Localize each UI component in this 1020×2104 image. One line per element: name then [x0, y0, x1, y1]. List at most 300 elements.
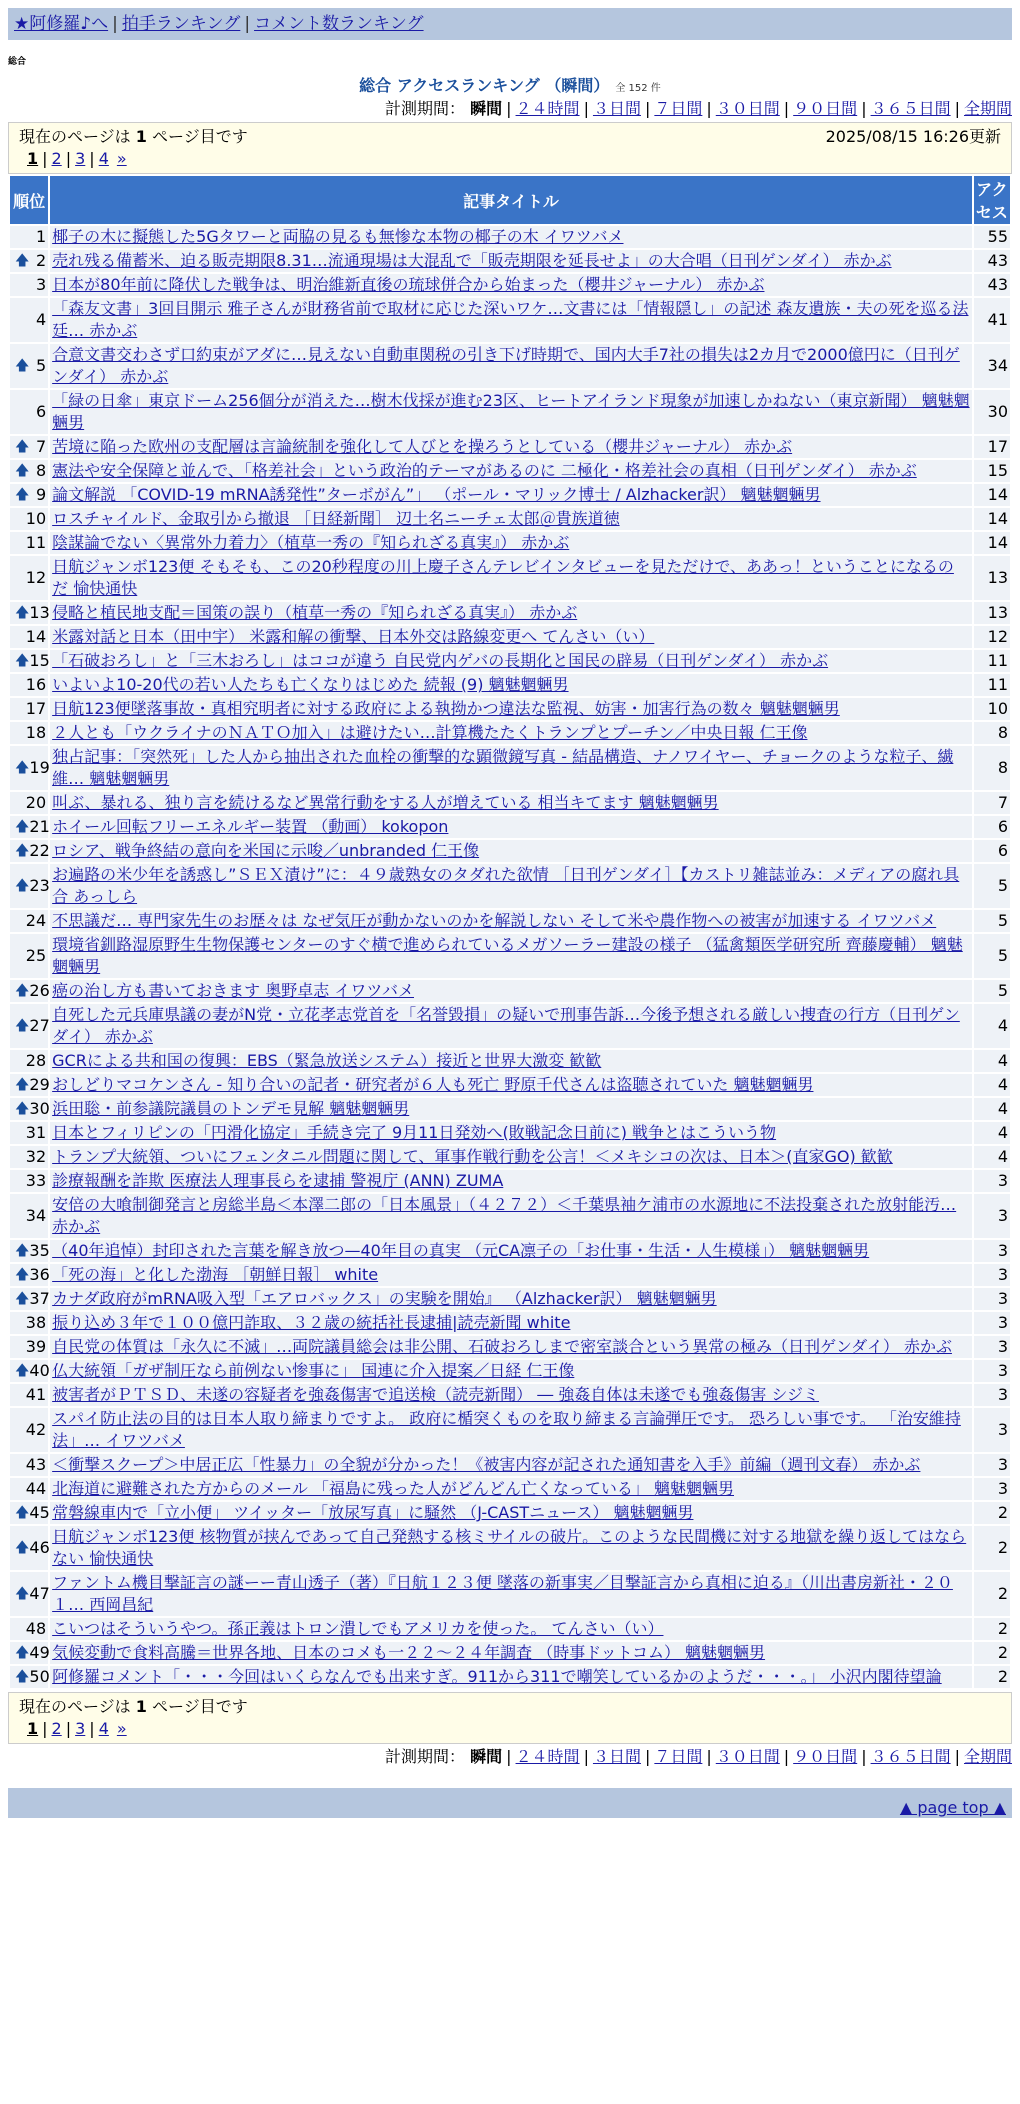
access-count: 3 [974, 1360, 1010, 1382]
access-count: 30 [974, 390, 1010, 434]
table-row [10, 1264, 1010, 1286]
period-link-90d[interactable]: ９０日間 [793, 1747, 858, 1766]
article-title-link[interactable]: トランプ大統領、ついにフェンタニル問題に関して、軍事作戦行動を公言！＜メキシコの次は、日本＞(直家GO) 歓歓 [52, 1147, 893, 1166]
table-row [10, 1502, 1010, 1524]
title-cell [50, 650, 972, 672]
rank-up-arrow-icon: 🡅 [15, 878, 30, 894]
rank-cell [10, 1454, 48, 1476]
rank-up-arrow-icon: 🡅 [15, 1243, 30, 1259]
table-row [10, 344, 1010, 388]
table-row [10, 1146, 1010, 1168]
title-cell [50, 1050, 972, 1072]
table-row [10, 1526, 1010, 1570]
access-count: 3 [974, 1170, 1010, 1192]
article-title-link[interactable]: 仏大統領「ガザ制圧なら前例ない惨事に」 国連に介入提案／日経 仁王像 [52, 1361, 575, 1380]
article-title-link[interactable]: 合意文書交わさず口約束がアダに…見えない自動車関税の引き下げ時期で、国内大手7社の損失は2カ月で2000億円に（日刊ゲンダイ） 赤かぶ [52, 345, 960, 386]
title-cell [50, 226, 972, 248]
rank-number: 50 [29, 1667, 50, 1686]
rank-cell [10, 1502, 48, 1524]
page-link-3[interactable]: 3 [75, 1719, 86, 1738]
total-count: 全 152 件 [615, 83, 661, 94]
applause-ranking-link[interactable]: 拍手ランキング [121, 14, 241, 34]
table-row [10, 460, 1010, 482]
rank-number: 9 [35, 485, 47, 504]
article-title-link[interactable]: ファントム機目撃証言の謎ーー青山透子（著）『日航１２３便 墜落の新事実／目撃証言から真相に迫る』（川出書房新社・２０１… 西岡昌紀 [52, 1573, 953, 1614]
period-link-all[interactable]: 全期間 [963, 1747, 1012, 1766]
rank-cell [10, 1004, 48, 1048]
rank-number: 35 [29, 1241, 50, 1260]
rank-cell [10, 1288, 48, 1310]
period-link-365d[interactable]: ３６５日間 [870, 99, 951, 118]
period-label: 計測期間： [385, 99, 466, 118]
title-cell [50, 532, 972, 554]
access-count: 3 [974, 1240, 1010, 1262]
access-count: 14 [974, 532, 1010, 554]
title-cell [50, 674, 972, 696]
rank-up-arrow-icon: 🡅 [15, 983, 30, 999]
rank-number: 37 [29, 1289, 50, 1308]
title-cell [50, 1122, 972, 1144]
article-title-link[interactable]: 振り込め３年で１００億円詐取、３２歳の統括社長逮捕|読売新聞 white [52, 1313, 571, 1332]
rank-number: 19 [29, 758, 50, 777]
rank-up-arrow-icon: 🡅 [15, 760, 30, 776]
access-count: 4 [974, 1122, 1010, 1144]
rank-cell [10, 1146, 48, 1168]
table-row [10, 816, 1010, 838]
pager-top [8, 122, 1012, 174]
article-title-link[interactable]: 自死した元兵庫県議の妻がN党・立花孝志党首を「名誉毀損」の疑いで刑事告訴…今後予想される厳しい捜査の行方（日刊ゲンダイ） 赤かぶ [52, 1005, 960, 1046]
rank-up-arrow-icon: 🡅 [15, 605, 30, 621]
nav-separator: | [112, 14, 118, 34]
table-row [10, 1408, 1010, 1452]
article-title-link[interactable]: ２人とも「ウクライナのＮＡＴＯ加入」は避けたい…計算機たたくトランプとプーチン／中央日報 仁王像 [52, 723, 808, 742]
rank-cell [10, 792, 48, 814]
rank-cell [10, 508, 48, 530]
top-nav-bar [8, 8, 1012, 40]
access-count: 10 [974, 698, 1010, 720]
page-link-2[interactable]: 2 [51, 1719, 62, 1738]
rank-number: 28 [25, 1051, 47, 1070]
page-top-link[interactable]: ▲ page top ▲ [899, 1798, 1006, 1817]
article-title-link[interactable]: 日本とフィリピンの「円滑化協定」手続き完了 9月11日発効へ(敗戦記念日前に) 戦争とはこういう物 [52, 1123, 777, 1142]
title-cell [50, 1618, 972, 1640]
rank-number: 10 [25, 509, 47, 528]
access-count: 5 [974, 864, 1010, 908]
access-count: 3 [974, 1264, 1010, 1286]
rank-number: 4 [35, 310, 47, 329]
access-count: 2 [974, 1572, 1010, 1616]
page-link-1[interactable]: 1 [27, 1719, 39, 1738]
article-title-link[interactable]: 独占記事：「突然死」した人から抽出された血栓の衝撃的な顕微鏡写真 - 結晶構造、ナノワイヤー、チョークのような粒子、繊維… 魑魅魍魎男 [52, 747, 954, 788]
title-cell [50, 274, 972, 296]
access-count: 4 [974, 1098, 1010, 1120]
article-title-link[interactable]: こいつはそういうやつ。孫正義はトロン潰しでもアメリカを使った。 てんさい（い） [52, 1619, 664, 1638]
article-title-link[interactable]: 憲法や安全保障と並んで、「格差社会」という政治的テーマがあるのに 二極化・格差社会の真相（日刊ゲンダイ） 赤かぶ [52, 461, 917, 480]
rank-cell [10, 1408, 48, 1452]
table-row [10, 980, 1010, 1002]
rank-cell [10, 226, 48, 248]
access-count: 12 [974, 626, 1010, 648]
rank-number: 32 [25, 1147, 47, 1166]
rank-cell [10, 1642, 48, 1664]
rank-up-arrow-icon: 🡅 [15, 1077, 30, 1093]
table-row [10, 1384, 1010, 1406]
title-cell [50, 508, 972, 530]
rank-up-arrow-icon: 🡅 [15, 1505, 30, 1521]
access-count: 3 [974, 1408, 1010, 1452]
table-row [10, 1098, 1010, 1120]
rank-cell [10, 1050, 48, 1072]
rank-cell [10, 274, 48, 296]
title-cell [50, 1074, 972, 1096]
article-title-link[interactable]: 論文解説 「COVID-19 mRNA誘発性”ターボがん”」 （ポール・マリック博士 / Alzhacker訳） 魑魅魍魎男 [52, 485, 821, 504]
article-title-link[interactable]: 浜田聡・前参議院議員のトンデモ見解 魑魅魍魎男 [52, 1099, 410, 1118]
rank-number: 11 [25, 533, 47, 552]
table-row [10, 1240, 1010, 1262]
article-title-link[interactable]: 安倍の大喰制御発言と房総半島＜本澤二郎の「日本風景」（４２７２）＜千葉県袖ケ浦市の水源地に不法投棄された放射能汚… 赤かぶ [52, 1195, 957, 1236]
header-rank: 順位 [10, 176, 48, 224]
table-row [10, 436, 1010, 458]
title-cell [50, 1478, 972, 1500]
rank-number: 8 [35, 461, 47, 480]
rank-number: 25 [25, 946, 47, 965]
rank-cell [10, 840, 48, 862]
table-row [10, 602, 1010, 624]
period-selector-bottom: 計測期間： 瞬間 | ２４時間 | ３日間 | ７日間 | ３０日間 | ９０日間 | ３６５日間 | 全期間 [385, 1747, 1012, 1766]
rank-number: 45 [29, 1503, 50, 1522]
rank-up-arrow-icon: 🡅 [15, 819, 30, 835]
rank-cell [10, 1526, 48, 1570]
table-row [10, 1336, 1010, 1358]
rank-cell [10, 698, 48, 720]
article-title-link[interactable]: ロスチャイルド、金取引から撤退 ［日経新聞］ 辺土名ニーチェ太郎＠貴族道徳 [52, 509, 620, 528]
ranking-table [8, 174, 1012, 1690]
rank-number: 22 [29, 841, 50, 860]
rank-cell [10, 1360, 48, 1382]
title-cell [50, 344, 972, 388]
article-title-link[interactable]: 自民党の体質は「永久に不滅」…両院議員総会は非公開、石破おろしまで密室談合という異常の極み（日刊ゲンダイ） 赤かぶ [52, 1337, 952, 1356]
rank-cell [10, 674, 48, 696]
access-count: 8 [974, 722, 1010, 744]
rank-cell [10, 722, 48, 744]
access-count: 3 [974, 1288, 1010, 1310]
title-cell [50, 746, 972, 790]
rank-number: 1 [35, 227, 47, 246]
access-count: 34 [974, 344, 1010, 388]
title-cell [50, 792, 972, 814]
title-cell [50, 460, 972, 482]
rank-number: 33 [25, 1171, 47, 1190]
rank-number: 42 [25, 1420, 47, 1439]
article-title-link[interactable]: ＜衝撃スクープ＞中居正広「性暴力」の全貌が分かった！《被害内容が記された通知書を入手》前編（週刊文春） 赤かぶ [52, 1455, 921, 1474]
title-cell [50, 1098, 972, 1120]
article-title-link[interactable]: 環境省釧路湿原野生生物保護センターのすぐ横で進められているメガソーラー建設の様子 （猛禽類医学研究所 齊藤慶輔） 魑魅魍魎男 [52, 935, 963, 976]
table-row [10, 1666, 1010, 1688]
table-row [10, 674, 1010, 696]
article-title-link[interactable]: 気候変動で食料高騰＝世界各地、日本のコメも一２２～２４年調査 （時事ドットコム） 魑魅魍魎男 [52, 1643, 766, 1662]
table-row [10, 1312, 1010, 1334]
title-cell [50, 1312, 972, 1334]
rank-number: 43 [25, 1455, 47, 1474]
title-cell [50, 390, 972, 434]
bottom-bar [8, 1788, 1012, 1818]
rank-up-arrow-icon: 🡅 [15, 439, 30, 455]
rank-number: 7 [35, 437, 47, 456]
article-title-link[interactable]: 日航ジャンボ123便 そもそも、この20秒程度の川上慶子さんテレビインタビューを見ただけで、ああっ！ということになるのだ 愉快通快 [52, 557, 954, 598]
title-cell [50, 1194, 972, 1238]
title-cell [50, 1264, 972, 1286]
title-cell [50, 626, 972, 648]
title-cell [50, 910, 972, 932]
title-cell [50, 556, 972, 600]
table-row [10, 1170, 1010, 1192]
rank-cell [10, 864, 48, 908]
article-title-link[interactable]: 阿修羅コメント「・・・今回はいくらなんでも出来すぎ。911から311で嘲笑しているかのようだ・・・。」 小沢内閣待望論 [52, 1667, 942, 1686]
period-link-3d[interactable]: ３日間 [592, 99, 641, 118]
title-cell [50, 934, 972, 978]
table-row [10, 250, 1010, 272]
article-title-link[interactable]: （40年追悼）封印された言葉を解き放つ—40年目の真実 （元CA凛子の「お仕事・生活・人生模様」） 魑魅魍魎男 [52, 1241, 870, 1260]
table-row [10, 698, 1010, 720]
period-link-24h[interactable]: ２４時間 [515, 1747, 580, 1766]
article-title-link[interactable]: 売れ残る備蓄米、迫る販売期限8.31…流通現場は大混乱で「販売期限を延長せよ」の大合唱（日刊ゲンダイ） 赤かぶ [52, 251, 892, 270]
access-count: 43 [974, 274, 1010, 296]
article-title-link[interactable]: 「森友文書」3回目開示 雅子さんが財務省前で取材に応じた深いワケ…文書には「情報隠し」の記述 森友遺族・夫の死を巡る法廷… 赤かぶ [52, 299, 969, 340]
period-link-24h[interactable]: ２４時間 [515, 99, 580, 118]
table-row [10, 226, 1010, 248]
rank-up-arrow-icon: 🡅 [15, 1363, 30, 1379]
rank-number: 23 [29, 876, 50, 895]
period-link-7d[interactable]: ７日間 [654, 1747, 703, 1766]
rank-cell [10, 484, 48, 506]
article-title-link[interactable]: 常磐線車内で「立小便」 ツイッター「放尿写真」に騒然 （J-CASTニュース） 魑魅魍魎男 [52, 1503, 694, 1522]
title-cell [50, 484, 972, 506]
rank-number: 3 [35, 275, 47, 294]
rank-cell [10, 460, 48, 482]
title-cell [50, 250, 972, 272]
table-row [10, 626, 1010, 648]
article-title-link[interactable]: 「緑の日傘」東京ドーム256個分が消えた…樹木伐採が進む23区、ヒートアイランド現象が加速しかねない（東京新聞） 魑魅魍魎男 [52, 391, 970, 432]
page-link-1[interactable]: 1 [27, 149, 39, 168]
updated-timestamp: 2025/08/15 16:26更新 [825, 127, 1001, 146]
rank-number: 34 [25, 1206, 47, 1225]
article-title-link[interactable]: 癌の治し方も書いておきます 奥野卓志 イワツバメ [52, 981, 414, 1000]
title-cell [50, 1526, 972, 1570]
table-row [10, 390, 1010, 434]
period-link-90d[interactable]: ９０日間 [793, 99, 858, 118]
article-title-link[interactable]: おしどりマコケンさん - 知り合いの記者・研究者が６人も死亡 野原千代さんは盗聴されていた 魑魅魍魎男 [52, 1075, 814, 1094]
access-count: 5 [974, 980, 1010, 1002]
page-link-3[interactable]: 3 [75, 149, 86, 168]
rank-cell [10, 1074, 48, 1096]
article-title-link[interactable]: 診療報酬を詐欺 医療法人理事長らを逮捕 警視庁 (ANN) ZUMA [52, 1171, 504, 1190]
pager-bottom [8, 1692, 1012, 1744]
article-title-link[interactable]: ロシア、戦争終結の意向を米国に示唆／unbranded 仁王像 [52, 841, 480, 860]
access-count: 5 [974, 910, 1010, 932]
period-link-30d[interactable]: ３０日間 [715, 1747, 780, 1766]
table-row [10, 484, 1010, 506]
access-count: 14 [974, 484, 1010, 506]
rank-number: 31 [25, 1123, 47, 1142]
rank-number: 13 [29, 603, 50, 622]
table-row [10, 1572, 1010, 1616]
rank-number: 24 [25, 911, 47, 930]
rank-up-arrow-icon: 🡅 [15, 843, 30, 859]
rank-number: 20 [25, 793, 47, 812]
rank-cell [10, 1618, 48, 1640]
access-count: 3 [974, 1336, 1010, 1358]
title-cell [50, 1336, 972, 1358]
rank-number: 6 [35, 402, 47, 421]
title-cell [50, 1384, 972, 1406]
period-link-30d[interactable]: ３０日間 [715, 99, 780, 118]
period-link-all[interactable]: 全期間 [963, 99, 1012, 118]
title-cell [50, 1288, 972, 1310]
access-count: 17 [974, 436, 1010, 458]
article-title-link[interactable]: 「死の海」と化した渤海 ［朝鮮日報］ white [52, 1265, 379, 1284]
article-title-link[interactable]: 米露対話と日本（田中宇） 米露和解の衝撃、日本外交は路線変更へ てんさい（い） [52, 627, 655, 646]
rank-up-arrow-icon: 🡅 [15, 487, 30, 503]
table-row [10, 1288, 1010, 1310]
period-link-7d[interactable]: ７日間 [654, 99, 703, 118]
period-link-365d[interactable]: ３６５日間 [870, 1747, 951, 1766]
table-row [10, 556, 1010, 600]
table-row [10, 792, 1010, 814]
rank-cell [10, 934, 48, 978]
rank-up-arrow-icon: 🡅 [15, 1645, 30, 1661]
article-title-link[interactable]: スパイ防止法の目的は日本人取り締まりですよ。 政府に楯突くものを取り締まる言論弾圧です。 恐ろしい事です。 「治安維持法」… イワツバメ [52, 1409, 961, 1450]
rank-number: 40 [29, 1361, 50, 1380]
rank-cell [10, 816, 48, 838]
rank-cell [10, 1098, 48, 1120]
section-label: 総合 [8, 57, 27, 67]
rank-up-arrow-icon: 🡅 [15, 463, 30, 479]
page-link-4[interactable]: 4 [98, 149, 109, 168]
article-title-link[interactable]: 苦境に陥った欧州の支配層は言論統制を強化して人びとを操ろうとしている（櫻井ジャーナル） 赤かぶ [52, 437, 793, 456]
article-title-link[interactable]: 被害者がＰＴＳＤ、未遂の容疑者を強姦傷害で追送検（読売新聞） ― 強姦自体は未遂でも強姦傷害 シジミ [52, 1385, 819, 1404]
access-count: 2 [974, 1618, 1010, 1640]
article-title-link[interactable]: 椰子の木に擬態した5Gタワーと両脇の見るも無惨な本物の椰子の木 イワツバメ [52, 227, 624, 246]
rank-cell [10, 1572, 48, 1616]
rank-up-arrow-icon: 🡅 [15, 1669, 30, 1685]
rank-number: 46 [29, 1538, 50, 1557]
page-title-text: 総合 アクセスランキング （瞬間） [359, 76, 610, 95]
access-count: 41 [974, 298, 1010, 342]
rank-cell [10, 1240, 48, 1262]
rank-cell [10, 626, 48, 648]
article-title-link[interactable]: 侵略と植民地支配＝国策の誤り（植草一秀の『知られざる真実』） 赤かぶ [52, 603, 578, 622]
rank-cell [10, 1122, 48, 1144]
rank-number: 49 [29, 1643, 50, 1662]
rank-cell [10, 390, 48, 434]
period-selector-top: 計測期間： 瞬間 | ２４時間 | ３日間 | ７日間 | ３０日間 | ９０日間 | ３６５日間 | 全期間 [385, 99, 1012, 118]
title-cell [50, 1642, 972, 1664]
table-row [10, 722, 1010, 744]
rank-cell [10, 1666, 48, 1688]
page-link-4[interactable]: 4 [98, 1719, 109, 1738]
rank-number: 15 [29, 651, 50, 670]
access-count: 7 [974, 792, 1010, 814]
title-cell [50, 1360, 972, 1382]
next-page-link[interactable]: » [116, 1719, 127, 1738]
access-count: 11 [974, 650, 1010, 672]
article-title-link[interactable]: GCRによる共和国の復興：EBS（緊急放送システム）接近と世界大激変 歓歓 [52, 1051, 602, 1070]
article-title-link[interactable]: カナダ政府がmRNA吸入型「エアロバックス」の実験を開始』 （Alzhacker訳） 魑魅魍魎男 [52, 1289, 717, 1308]
article-title-link[interactable]: ホイール回転フリーエネルギー装置 （動画） kokopon [52, 817, 449, 836]
rank-cell [10, 344, 48, 388]
header-title: 記事タイトル [50, 176, 972, 224]
article-title-link[interactable]: 「石破おろし」と「三木おろし」はココが違う 自民党内ゲバの長期化と国民の辟易（日刊ゲンダイ） 赤かぶ [52, 651, 829, 670]
comment-ranking-link[interactable]: コメント数ランキング [254, 14, 424, 34]
rank-cell [10, 650, 48, 672]
rank-cell [10, 1264, 48, 1286]
article-title-link[interactable]: いよいよ10-20代の若い人たちも亡くなりはじめた 続報 (9) 魑魅魍魎男 [52, 675, 569, 694]
access-count: 13 [974, 556, 1010, 600]
article-title-link[interactable]: 日航123便墜落事故・真相究明者に対する政府による執拗かつ違法な監視、妨害・加害行為の数々 魑魅魍魎男 [52, 699, 840, 718]
rank-number: 44 [25, 1479, 47, 1498]
next-page-link[interactable]: » [116, 149, 127, 168]
access-count: 8 [974, 746, 1010, 790]
access-count: 43 [974, 250, 1010, 272]
table-row [10, 1454, 1010, 1476]
article-title-link[interactable]: 叫ぶ、暴れる、独り言を続けるなど異常行動をする人が増えている 相当キてます 魑魅魍魎男 [52, 793, 719, 812]
access-count: 4 [974, 1050, 1010, 1072]
article-title-link[interactable]: 日航ジャンボ123便 核物質が挟んであって自己発熱する核ミサイルの破片。このような民間機に対する地獄を繰り返してはならない 愉快通快 [52, 1527, 967, 1568]
title-cell [50, 1146, 972, 1168]
title-cell [50, 864, 972, 908]
home-link[interactable]: ★阿修羅♪へ [14, 14, 109, 34]
table-row [10, 746, 1010, 790]
access-count: 4 [974, 1146, 1010, 1168]
rank-number: 17 [25, 699, 47, 718]
rank-cell [10, 436, 48, 458]
period-current: 瞬間 [470, 1747, 503, 1766]
page-link-2[interactable]: 2 [51, 149, 62, 168]
rank-cell [10, 556, 48, 600]
rank-number: 5 [35, 356, 47, 375]
table-row [10, 298, 1010, 342]
article-title-link[interactable]: 不思議だ… 専門家先生のお歴々は なぜ気圧が動かないのかを解説しない そして米や農作物への被害が加速する イワツバメ [52, 911, 937, 930]
rank-number: 39 [25, 1337, 47, 1356]
rank-up-arrow-icon: 🡅 [15, 1291, 30, 1307]
title-cell [50, 298, 972, 342]
rank-number: 12 [25, 568, 47, 587]
rank-number: 29 [29, 1075, 50, 1094]
access-count: 3 [974, 1384, 1010, 1406]
table-row [10, 840, 1010, 862]
article-title-link[interactable]: 北海道に避難された方からのメール 「福島に残った人がどんどん亡くなっている」 魑魅魍魎男 [52, 1479, 734, 1498]
access-count: 2 [974, 1666, 1010, 1688]
rank-number: 41 [25, 1385, 47, 1404]
article-title-link[interactable]: 日本が80年前に降伏した戦争は、明治維新直後の琉球併合から始まった（櫻井ジャーナル） 赤かぶ [52, 275, 765, 294]
page-links: 1 | 2 | 3 | 4 » [27, 149, 127, 168]
header-access: アクセス [974, 176, 1010, 224]
period-current: 瞬間 [470, 99, 503, 118]
article-title-link[interactable]: 陰謀論でない〈異常外力着力〉（植草一秀の『知られざる真実』） 赤かぶ [52, 533, 570, 552]
table-row [10, 1074, 1010, 1096]
rank-up-arrow-icon: 🡅 [15, 358, 30, 374]
period-link-3d[interactable]: ３日間 [592, 1747, 641, 1766]
rank-up-arrow-icon: 🡅 [15, 1586, 30, 1602]
rank-number: 26 [29, 981, 50, 1000]
rank-number: 27 [29, 1016, 50, 1035]
rank-number: 18 [25, 723, 47, 742]
article-title-link[interactable]: お遍路の米少年を誘惑し”ＳＥＸ漬け”に：４９歳熟女のタダれた欲情 ［日刊ゲンダイ］【カストリ雑誌並み：メディアの腐れ具合 あっしら [52, 865, 960, 906]
table-row [10, 1478, 1010, 1500]
rank-up-arrow-icon: 🡅 [15, 1267, 30, 1283]
access-count: 6 [974, 816, 1010, 838]
access-count: 3 [974, 1312, 1010, 1334]
